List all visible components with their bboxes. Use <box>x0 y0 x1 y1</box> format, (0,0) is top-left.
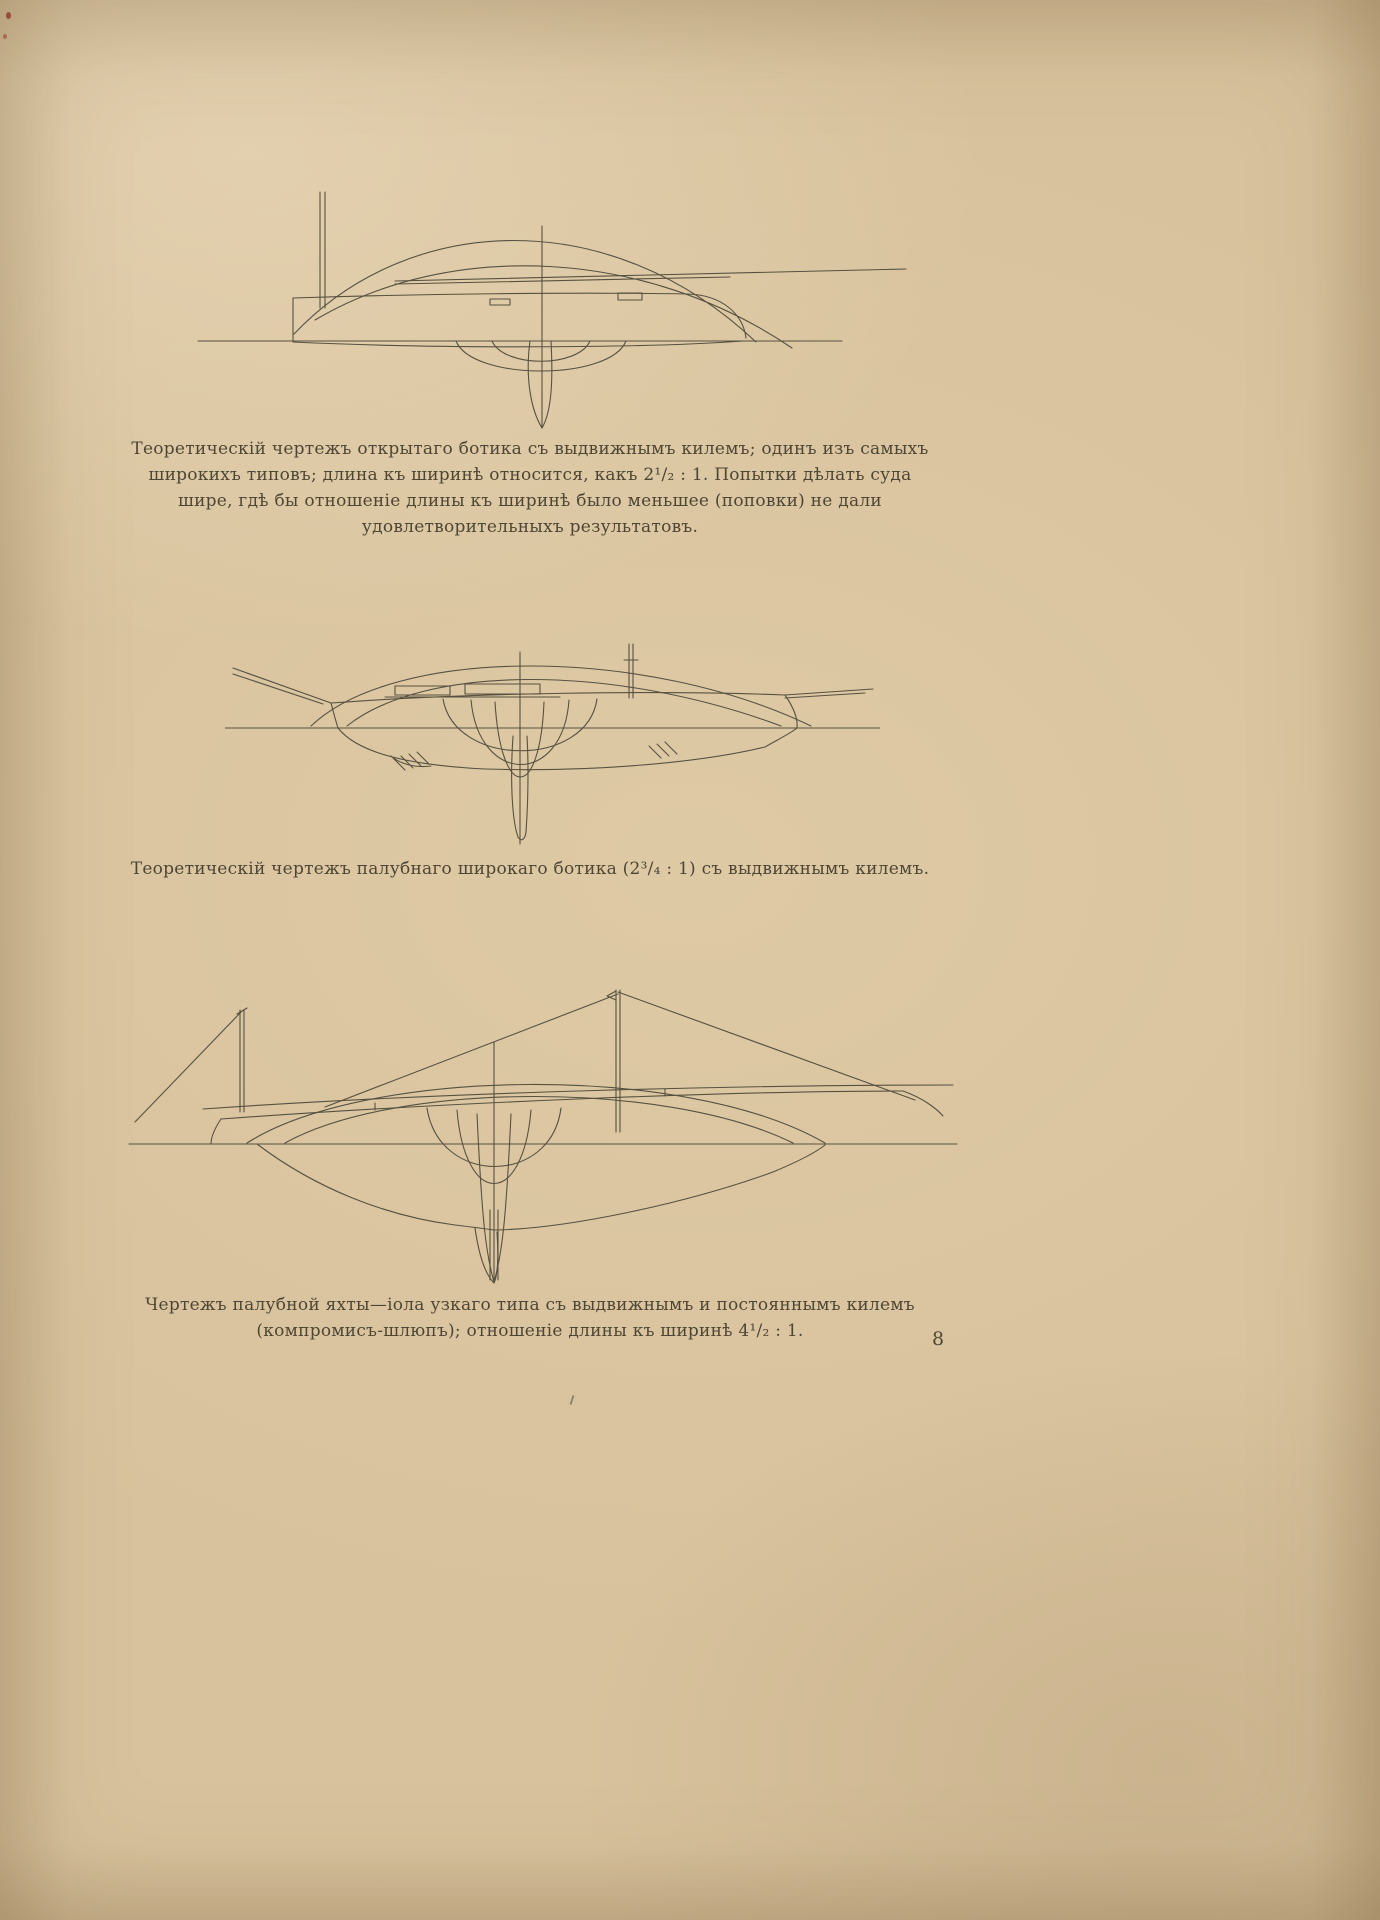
caption-line: широкихъ типовъ; длина къ ширинѣ относится, какъ 2¹/₂ : 1. Попытки дѣлать суда <box>148 465 912 485</box>
deck-plan-arcs <box>311 666 811 726</box>
caption-line: удовлетворительныхъ результатовъ. <box>361 517 699 537</box>
figure-2-caption <box>97 856 963 882</box>
page-number: 8 <box>931 1328 945 1350</box>
boat-line-drawing-1 <box>190 182 915 444</box>
figure-open-botik-drawing <box>190 182 915 444</box>
caption-line: шире, гдѣ бы отношеніе длины къ ширинѣ было меньшее (поповки) не дали <box>178 491 882 511</box>
deck-plan-arcs <box>294 241 792 349</box>
caption-line: (компромисъ-шлюпъ); отношеніе длины къ ширинѣ 4¹/₂ : 1. <box>256 1321 804 1341</box>
boat-line-drawing-3 <box>125 982 970 1294</box>
body-plan-sections <box>427 1042 561 1283</box>
hull-profile <box>293 293 746 347</box>
figure-decked-botik-drawing <box>225 640 880 855</box>
caption-line: Теоретическій чертежъ палубнаго широкаго ботика (2³/₄ : 1) съ выдвижнымъ килемъ. <box>130 859 930 879</box>
underbody-profile <box>257 1144 825 1230</box>
figure-3-caption <box>97 1292 963 1344</box>
scan-speck <box>3 34 7 39</box>
rigging-stays <box>135 992 915 1122</box>
caption-line: Чертежъ палубной яхты—іола узкаго типа съ выдвижнымъ и постояннымъ килемъ <box>145 1295 915 1315</box>
scan-speck <box>6 12 11 19</box>
deck-fittings <box>490 293 642 305</box>
main-mast <box>607 990 620 1132</box>
hull-profile <box>331 693 797 770</box>
boat-line-drawing-2 <box>225 640 880 855</box>
bowsprit-spar <box>233 668 873 704</box>
centerboard-fin <box>528 226 552 428</box>
mast-lines <box>320 192 325 308</box>
caption-line: Теоретическій чертежъ открытаго ботика съ выдвижнымъ килемъ; одинъ изъ самыхъ <box>131 439 929 459</box>
stray-ink-mark <box>570 1395 575 1405</box>
body-plan-sections <box>456 341 626 371</box>
boom-spar <box>395 269 906 284</box>
figure-yawl-drawing <box>125 982 970 1294</box>
mizzen-mast <box>237 1008 247 1112</box>
mast-lines <box>624 644 638 698</box>
sheer-and-spar <box>203 1085 953 1144</box>
figure-1-caption <box>97 436 963 540</box>
